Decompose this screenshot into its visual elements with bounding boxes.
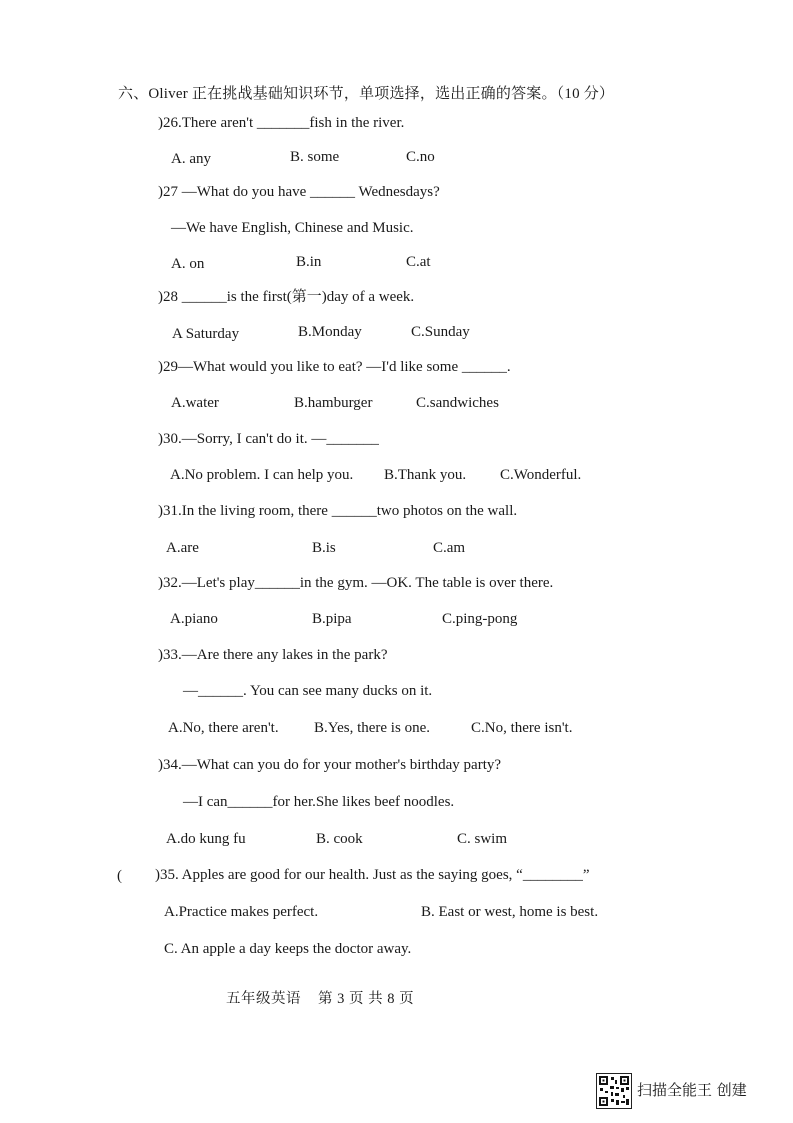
question-28-stem: )28 ______is the first(第一)day of a week. bbox=[158, 289, 415, 305]
footer-subject: 五年级英语 bbox=[226, 991, 301, 1007]
question-29-stem: )29—What would you like to eat? —I'd like some ______. bbox=[158, 359, 511, 375]
question-31-option-c: C.am bbox=[433, 540, 466, 556]
question-35-option-b: B. East or west, home is best. bbox=[421, 904, 599, 920]
question-30-stem: )30.—Sorry, I can't do it. —_______ bbox=[158, 431, 379, 447]
question-26-option-c: C.no bbox=[406, 149, 435, 165]
question-33-stem: )33.—Are there any lakes in the park? bbox=[158, 647, 388, 663]
question-30-option-c: C.Wonderful. bbox=[500, 467, 582, 483]
question-26-stem: )26.There aren't _______fish in the river. bbox=[158, 115, 405, 131]
question-29-option-c: C.sandwiches bbox=[416, 395, 499, 411]
question-32-option-c: C.ping-pong bbox=[442, 611, 518, 627]
question-30-option-b: B.Thank you. bbox=[384, 467, 467, 483]
question-31-option-a: A.are bbox=[166, 540, 199, 556]
question-29-option-a: A.water bbox=[171, 395, 219, 411]
question-27-option-c: C.at bbox=[406, 254, 431, 270]
question-27-stem: )27 —What do you have ______ Wednesdays? bbox=[158, 184, 440, 200]
question-32-stem: )32.—Let's play______in the gym. —OK. The table is over there. bbox=[158, 575, 554, 591]
question-30-option-a: A.No problem. I can help you. bbox=[170, 467, 354, 483]
question-33-option-a: A.No, there aren't. bbox=[168, 720, 279, 736]
question-35-option-a: A.Practice makes perfect. bbox=[164, 904, 319, 920]
question-34-answer-line: —I can______for her.She likes beef noodles. bbox=[183, 794, 455, 810]
question-34-stem: )34.—What can you do for your mother's birthday party? bbox=[158, 757, 502, 773]
question-31-option-b: B.is bbox=[312, 540, 336, 556]
footer-page-info: 第 3 页 共 8 页 bbox=[318, 991, 415, 1007]
qr-code-icon bbox=[596, 1073, 632, 1109]
question-35-stem: )35. Apples are good for our health. Just as the saying goes, “________” bbox=[155, 867, 590, 883]
question-32-option-a: A.piano bbox=[170, 611, 218, 627]
question-28-option-c: C.Sunday bbox=[411, 324, 470, 340]
question-28-option-a: A Saturday bbox=[172, 326, 240, 342]
question-27-answer-line: —We have English, Chinese and Music. bbox=[171, 220, 414, 236]
question-27-option-a: A. on bbox=[171, 256, 205, 272]
section-heading: 六、Oliver 正在挑战基础知识环节，单项选择，选出正确的答案。（10 分） bbox=[118, 86, 615, 102]
question-33-option-c: C.No, there isn't. bbox=[471, 720, 573, 736]
question-28-option-b: B.Monday bbox=[298, 324, 362, 340]
question-33-answer-line: —______. You can see many ducks on it. bbox=[183, 683, 433, 699]
question-34-option-a: A.do kung fu bbox=[166, 831, 246, 847]
question-34-option-c: C. swim bbox=[457, 831, 508, 847]
question-35-paren: ( bbox=[117, 868, 122, 884]
question-26-option-b: B. some bbox=[290, 149, 340, 165]
question-34-option-b: B. cook bbox=[316, 831, 363, 847]
question-29-option-b: B.hamburger bbox=[294, 395, 373, 411]
watermark-text: 扫描全能王 创建 bbox=[637, 1081, 747, 1099]
question-33-option-b: B.Yes, there is one. bbox=[314, 720, 430, 736]
question-35-option-c: C. An apple a day keeps the doctor away. bbox=[164, 941, 412, 957]
question-27-option-b: B.in bbox=[296, 254, 322, 270]
question-26-option-a: A. any bbox=[171, 151, 211, 167]
question-32-option-b: B.pipa bbox=[312, 611, 352, 627]
question-31-stem: )31.In the living room, there ______two photos on the wall. bbox=[158, 503, 518, 519]
